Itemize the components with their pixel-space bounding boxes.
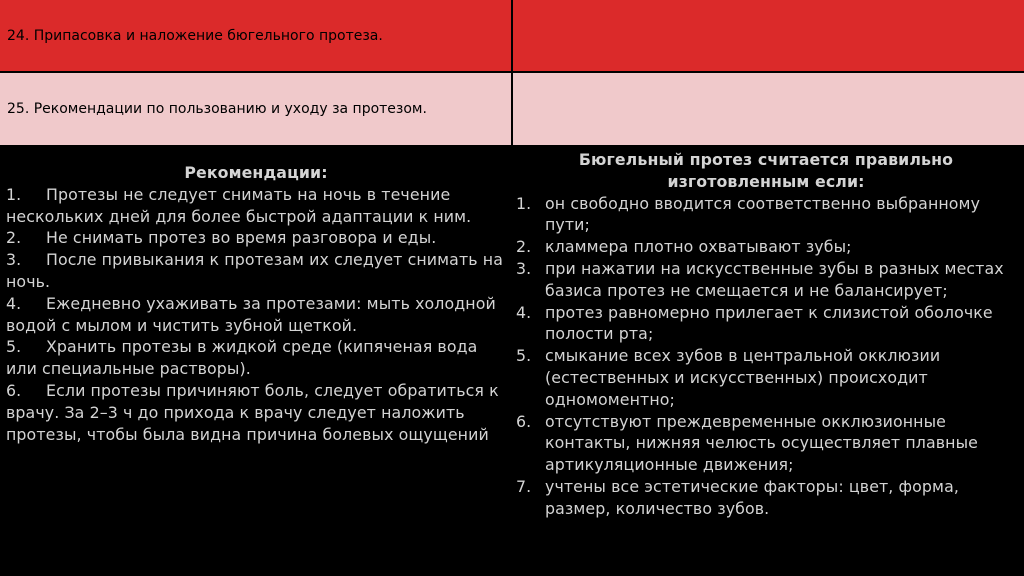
list-item-text: кламмера плотно охватывают зубы; bbox=[545, 237, 852, 257]
list-item-number: 5. bbox=[6, 337, 22, 357]
list-item-number: 1. bbox=[6, 184, 22, 204]
list-item-number: 1. bbox=[516, 193, 532, 213]
list-item-number: 7. bbox=[516, 476, 532, 496]
list-item-text: отсутствуют преждевременные окклюзионные контакты, нижняя челюсть осуществляет плавные артикуляционные движения; bbox=[545, 411, 978, 475]
list-item bbox=[6, 227, 506, 249]
list-item-number: 2. bbox=[516, 237, 532, 257]
list-item bbox=[516, 411, 1016, 476]
list-item-text: Протезы не следует снимать на ночь в течение нескольких дней для более быстрой адаптации к ним. bbox=[6, 184, 472, 226]
list-item-text: учтены все эстетические факторы: цвет, форма, размер, количество зубов. bbox=[545, 476, 959, 518]
list-item-number: 3. bbox=[516, 258, 532, 278]
criteria-heading: Бюгельный протез считается правильно изготовленным если: bbox=[578, 150, 954, 191]
list-item-text: Хранить протезы в жидкой среде (кипяченая вода или специальные растворы). bbox=[6, 337, 478, 379]
table-cell: 25. Рекомендации по пользованию и уходу за протезом. bbox=[0, 73, 511, 145]
list-item bbox=[516, 193, 1016, 237]
list-item-text: После привыкания к протезам их следует снимать на ночь. bbox=[6, 250, 504, 291]
list-item bbox=[516, 476, 1016, 520]
list-item bbox=[6, 293, 506, 337]
list-item-text: Не снимать протез во время разговора и еды. bbox=[46, 228, 437, 248]
list-item bbox=[516, 236, 1016, 258]
list-item-text: при нажатии на искусственные зубы в разных местах базиса протез не смещается и не балансирует; bbox=[545, 258, 1004, 300]
list-item-number: 4. bbox=[516, 302, 532, 322]
list-item bbox=[516, 258, 1016, 302]
header-table bbox=[0, 0, 1024, 145]
list-item bbox=[6, 380, 506, 445]
list-item-number: 3. bbox=[6, 250, 22, 270]
recommendations-column bbox=[6, 148, 506, 445]
list-item bbox=[6, 336, 506, 380]
list-item-number: 4. bbox=[6, 293, 22, 313]
list-item-text: протез равномерно прилегает к слизистой оболочке полости рта; bbox=[545, 302, 993, 344]
list-item bbox=[516, 345, 1016, 410]
table-row bbox=[0, 73, 1024, 145]
table-cell bbox=[513, 73, 1024, 145]
list-item bbox=[6, 249, 506, 293]
list-item bbox=[6, 184, 506, 228]
table-row bbox=[0, 0, 1024, 71]
table-cell: 24. Припасовка и наложение бюгельного протеза. bbox=[0, 0, 511, 71]
list-item-number: 6. bbox=[516, 411, 532, 431]
list-item-number: 5. bbox=[516, 346, 532, 366]
list-item-text: он свободно вводится соответственно выбранному пути; bbox=[545, 193, 981, 235]
list-item-number: 6. bbox=[6, 380, 22, 400]
criteria-list bbox=[516, 193, 1016, 520]
recommendations-heading: Рекомендации: bbox=[184, 163, 328, 182]
list-item-number: 2. bbox=[6, 228, 22, 248]
table-cell bbox=[513, 0, 1024, 71]
list-item bbox=[516, 302, 1016, 346]
list-item-text: Если протезы причиняют боль, следует обратиться к врачу. За 2–3 ч до прихода к врачу следует наложить протезы, чтобы была видна причина болевых ощущений bbox=[6, 380, 499, 444]
list-item-text: Ежедневно ухаживать за протезами: мыть холодной водой с мылом и чистить зубной щеткой. bbox=[6, 293, 496, 335]
criteria-column bbox=[516, 148, 1016, 520]
list-item-text: смыкание всех зубов в центральной окклюзии (естественных и искусственных) происходит одномоментно; bbox=[545, 346, 941, 409]
